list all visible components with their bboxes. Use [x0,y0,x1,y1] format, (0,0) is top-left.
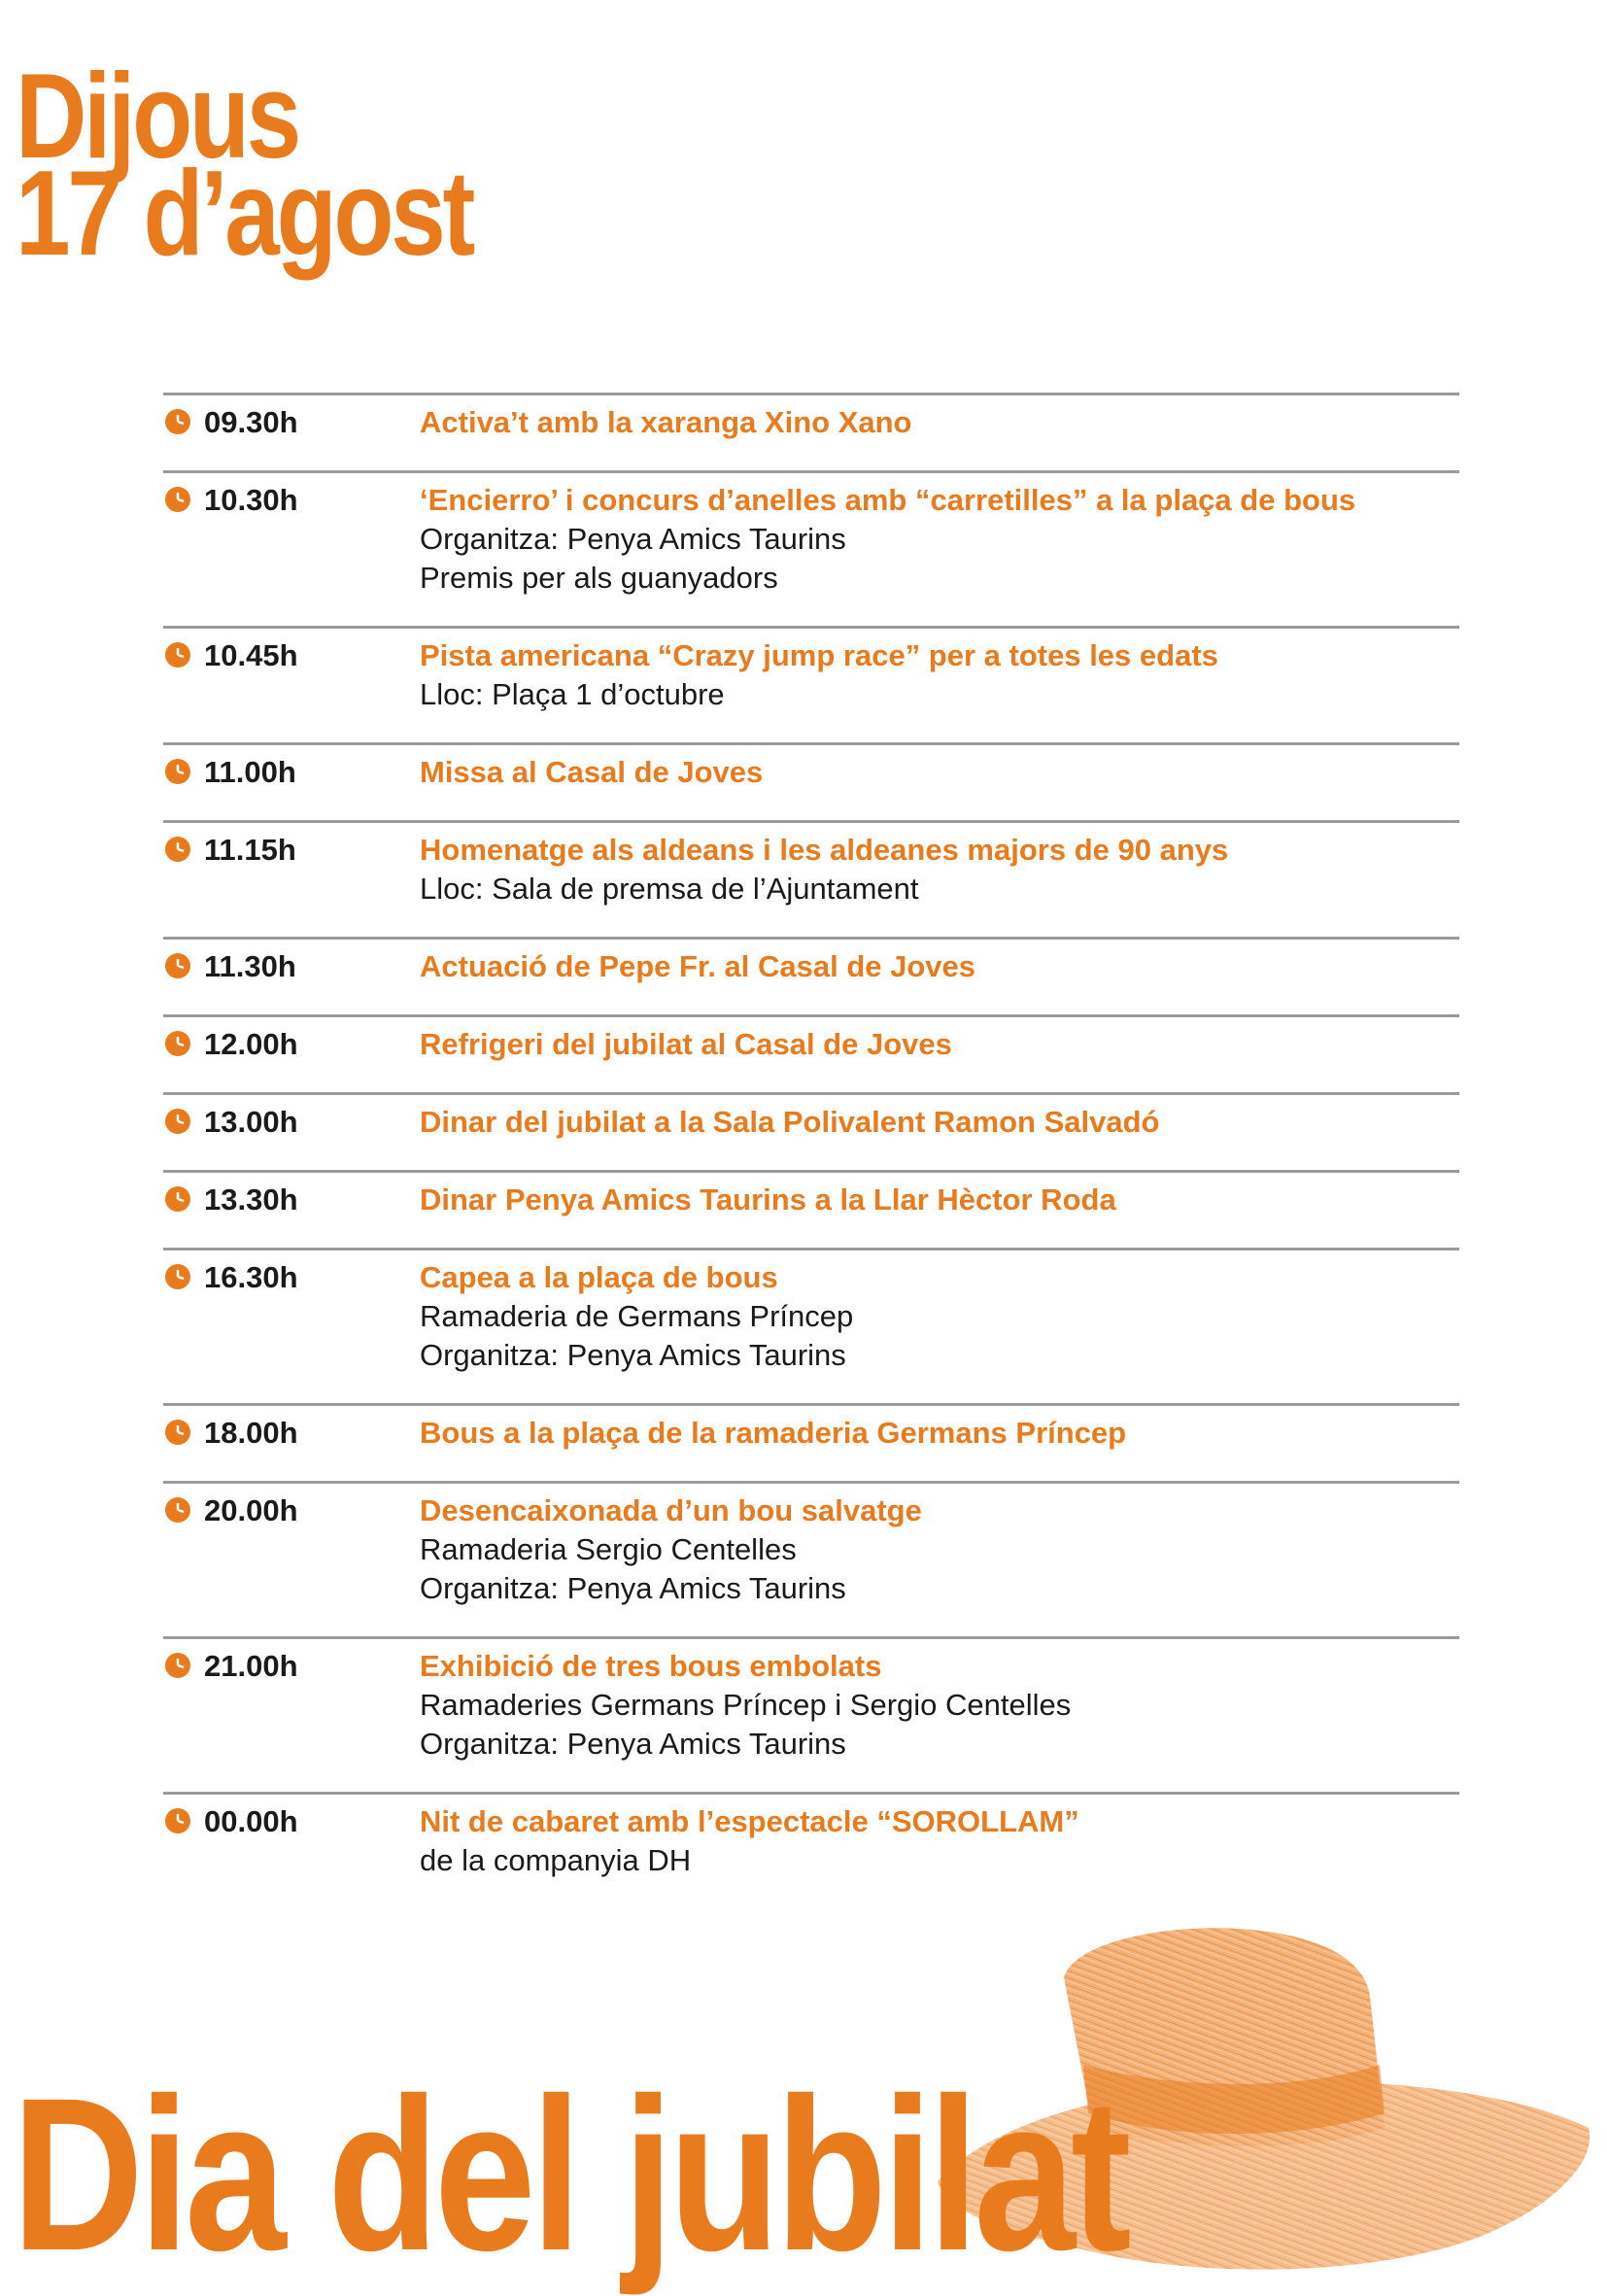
event-title: Bous a la plaça de la ramaderia Germans Príncep [420,1416,1127,1450]
event-title: Missa al Casal de Joves [420,755,764,789]
event-detail: Ramaderies Germans Príncep i Sergio Centelles [420,1688,1072,1722]
event-time: 09.30h [204,405,298,439]
event-content [420,481,1459,598]
clock-icon [165,1497,190,1523]
clock-icon [165,642,190,668]
event-time: 18.00h [204,1416,298,1450]
schedule-row [163,1636,1459,1792]
event-detail: de la companyia DH [420,1843,692,1877]
schedule-row [163,1170,1459,1248]
event-title: Pista americana “Crazy jump race” per a totes les edats [420,638,1218,672]
schedule-row [163,1403,1459,1481]
schedule-row [163,393,1459,470]
event-time: 20.00h [204,1493,298,1527]
event-detail: Organitza: Penya Amics Taurins [420,1338,846,1372]
clock-icon [165,953,190,978]
event-detail: Organitza: Penya Amics Taurins [420,1571,846,1605]
event-content [420,1802,1459,1880]
clock-icon [165,1264,190,1289]
schedule-row [163,1792,1459,1908]
schedule-row [163,937,1459,1014]
event-content [420,753,1459,792]
event-detail: Organitza: Penya Amics Taurins [420,522,846,556]
clock-icon [165,759,190,784]
event-title: Nit de cabaret amb l’espectacle “SOROLLAM” [420,1804,1079,1838]
schedule-row [163,742,1459,820]
event-content [420,947,1459,986]
event-time: 10.30h [204,483,298,517]
page-title [16,50,473,281]
event-title: Dinar del jubilat a la Sala Polivalent Ramon Salvadó [420,1105,1160,1139]
event-time: 13.30h [204,1182,298,1217]
clock-icon [165,1186,190,1212]
event-content [420,1181,1459,1219]
event-title: Dinar Penya Amics Taurins a la Llar Hèctor Roda [420,1182,1116,1217]
schedule-row [163,820,1459,937]
event-content [420,636,1459,714]
event-detail: Lloc: Plaça 1 d’octubre [420,677,725,711]
event-content [420,1258,1459,1375]
event-title: Desencaixonada d’un bou salvatge [420,1493,922,1527]
event-content [420,831,1459,908]
schedule-row [163,1092,1459,1170]
schedule-row [163,1014,1459,1092]
schedule-row [163,470,1459,626]
clock-icon [165,1031,190,1056]
event-detail: Premis per als guanyadors [420,561,778,595]
schedule-row [163,1248,1459,1403]
event-detail: Lloc: Sala de premsa de l’Ajuntament [420,872,919,906]
event-title: Exhibició de tres bous embolats [420,1649,882,1683]
event-content [420,1491,1459,1608]
clock-icon [165,1109,190,1134]
event-time: 11.00h [204,755,296,789]
event-time: 10.45h [204,638,298,672]
event-time: 16.30h [204,1260,298,1294]
event-title: Homenatge als aldeans i les aldeanes majors de 90 anys [420,833,1229,867]
schedule-row [163,626,1459,742]
clock-icon [165,1420,190,1445]
clock-icon [165,487,190,512]
clock-icon [165,409,190,434]
event-time: 11.15h [204,833,296,867]
clock-icon [165,1653,190,1678]
schedule-list [163,393,1459,1908]
event-content [420,1414,1459,1453]
event-detail: Ramaderia Sergio Centelles [420,1532,797,1566]
event-time: 11.30h [204,949,296,983]
event-content [420,1647,1459,1764]
event-time: 12.00h [204,1027,298,1061]
event-title: Activa’t amb la xaranga Xino Xano [420,405,912,439]
event-content [420,1103,1459,1142]
schedule-row [163,1481,1459,1636]
event-content [420,1025,1459,1064]
event-content [420,403,1459,442]
event-title: Refrigeri del jubilat al Casal de Joves [420,1027,952,1061]
event-time: 00.00h [204,1804,298,1838]
title-date: 17 d’agost [16,147,473,281]
event-detail: Ramaderia de Germans Príncep [420,1299,854,1333]
event-detail: Organitza: Penya Amics Taurins [420,1727,846,1761]
event-title: Capea a la plaça de bous [420,1260,778,1294]
event-time: 21.00h [204,1649,298,1683]
event-title: ‘Encierro’ i concurs d’anelles amb “carretilles” a la plaça de bous [420,483,1356,517]
event-title: Actuació de Pepe Fr. al Casal de Joves [420,949,976,983]
clock-icon [165,837,190,862]
footer-title: Dia del jubilat [12,2053,1127,2296]
clock-icon [165,1808,190,1833]
title-day: Dijous [16,50,299,184]
event-time: 13.00h [204,1105,298,1139]
